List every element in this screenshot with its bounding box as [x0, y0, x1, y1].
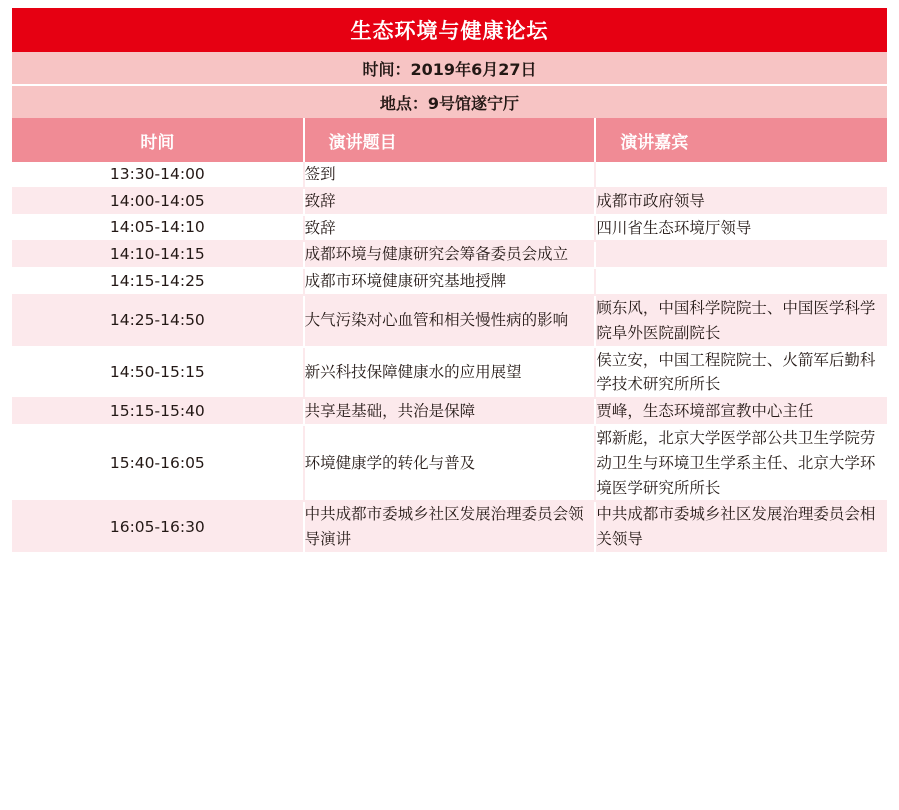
row-topic: 致辞: [304, 188, 596, 215]
forum-location: 地点：9号馆遂宁厅: [12, 85, 887, 118]
column-header-time: 时间: [12, 118, 304, 162]
row-time: 14:15-14:25: [12, 268, 304, 295]
table-row: [12, 268, 887, 295]
column-header-topic: 演讲题目: [304, 118, 596, 162]
forum-location-row: [12, 85, 887, 118]
row-guest: 成都市政府领导: [595, 188, 887, 215]
column-header-guest: 演讲嘉宾: [595, 118, 887, 162]
row-time: 14:00-14:05: [12, 188, 304, 215]
forum-title-row: [12, 8, 887, 52]
table-row: [12, 398, 887, 425]
row-time: 14:50-15:15: [12, 347, 304, 399]
row-time: 15:15-15:40: [12, 398, 304, 425]
row-time: 14:05-14:10: [12, 215, 304, 242]
agenda-table-head: [12, 8, 887, 162]
row-guest: 四川省生态环境厅领导: [595, 215, 887, 242]
row-topic: 成都市环境健康研究基地授牌: [304, 268, 596, 295]
agenda-table-body: [12, 162, 887, 553]
row-guest: 郭新彪，北京大学医学部公共卫生学院劳动卫生与环境卫生学系主任、北京大学环境医学研究所所长: [595, 425, 887, 501]
row-topic: 环境健康学的转化与普及: [304, 425, 596, 501]
agenda-table: [12, 8, 887, 554]
table-row: [12, 347, 887, 399]
row-guest: 侯立安，中国工程院院士、火箭军后勤科学技术研究所所长: [595, 347, 887, 399]
row-topic: 致辞: [304, 215, 596, 242]
row-guest: 顾东风，中国科学院院士、中国医学科学院阜外医院副院长: [595, 295, 887, 347]
forum-datetime-row: [12, 52, 887, 85]
row-time: 14:25-14:50: [12, 295, 304, 347]
row-guest: 中共成都市委城乡社区发展治理委员会相关领导: [595, 501, 887, 553]
table-row: [12, 501, 887, 553]
table-row: [12, 425, 887, 501]
row-guest: 贾峰，生态环境部宣教中心主任: [595, 398, 887, 425]
table-row: [12, 162, 887, 188]
row-time: 15:40-16:05: [12, 425, 304, 501]
row-time: 14:10-14:15: [12, 241, 304, 268]
forum-datetime: 时间：2019年6月27日: [12, 52, 887, 85]
table-row: [12, 188, 887, 215]
forum-title: 生态环境与健康论坛: [12, 8, 887, 52]
row-guest: [595, 268, 887, 295]
column-header-row: [12, 118, 887, 162]
row-topic: 大气污染对心血管和相关慢性病的影响: [304, 295, 596, 347]
row-guest: [595, 162, 887, 188]
row-topic: 共享是基础，共治是保障: [304, 398, 596, 425]
row-guest: [595, 241, 887, 268]
row-time: 13:30-14:00: [12, 162, 304, 188]
table-row: [12, 241, 887, 268]
row-topic: 中共成都市委城乡社区发展治理委员会领导演讲: [304, 501, 596, 553]
row-topic: 成都环境与健康研究会筹备委员会成立: [304, 241, 596, 268]
row-topic: 新兴科技保障健康水的应用展望: [304, 347, 596, 399]
row-time: 16:05-16:30: [12, 501, 304, 553]
table-row: [12, 215, 887, 242]
row-topic: 签到: [304, 162, 596, 188]
table-row: [12, 295, 887, 347]
